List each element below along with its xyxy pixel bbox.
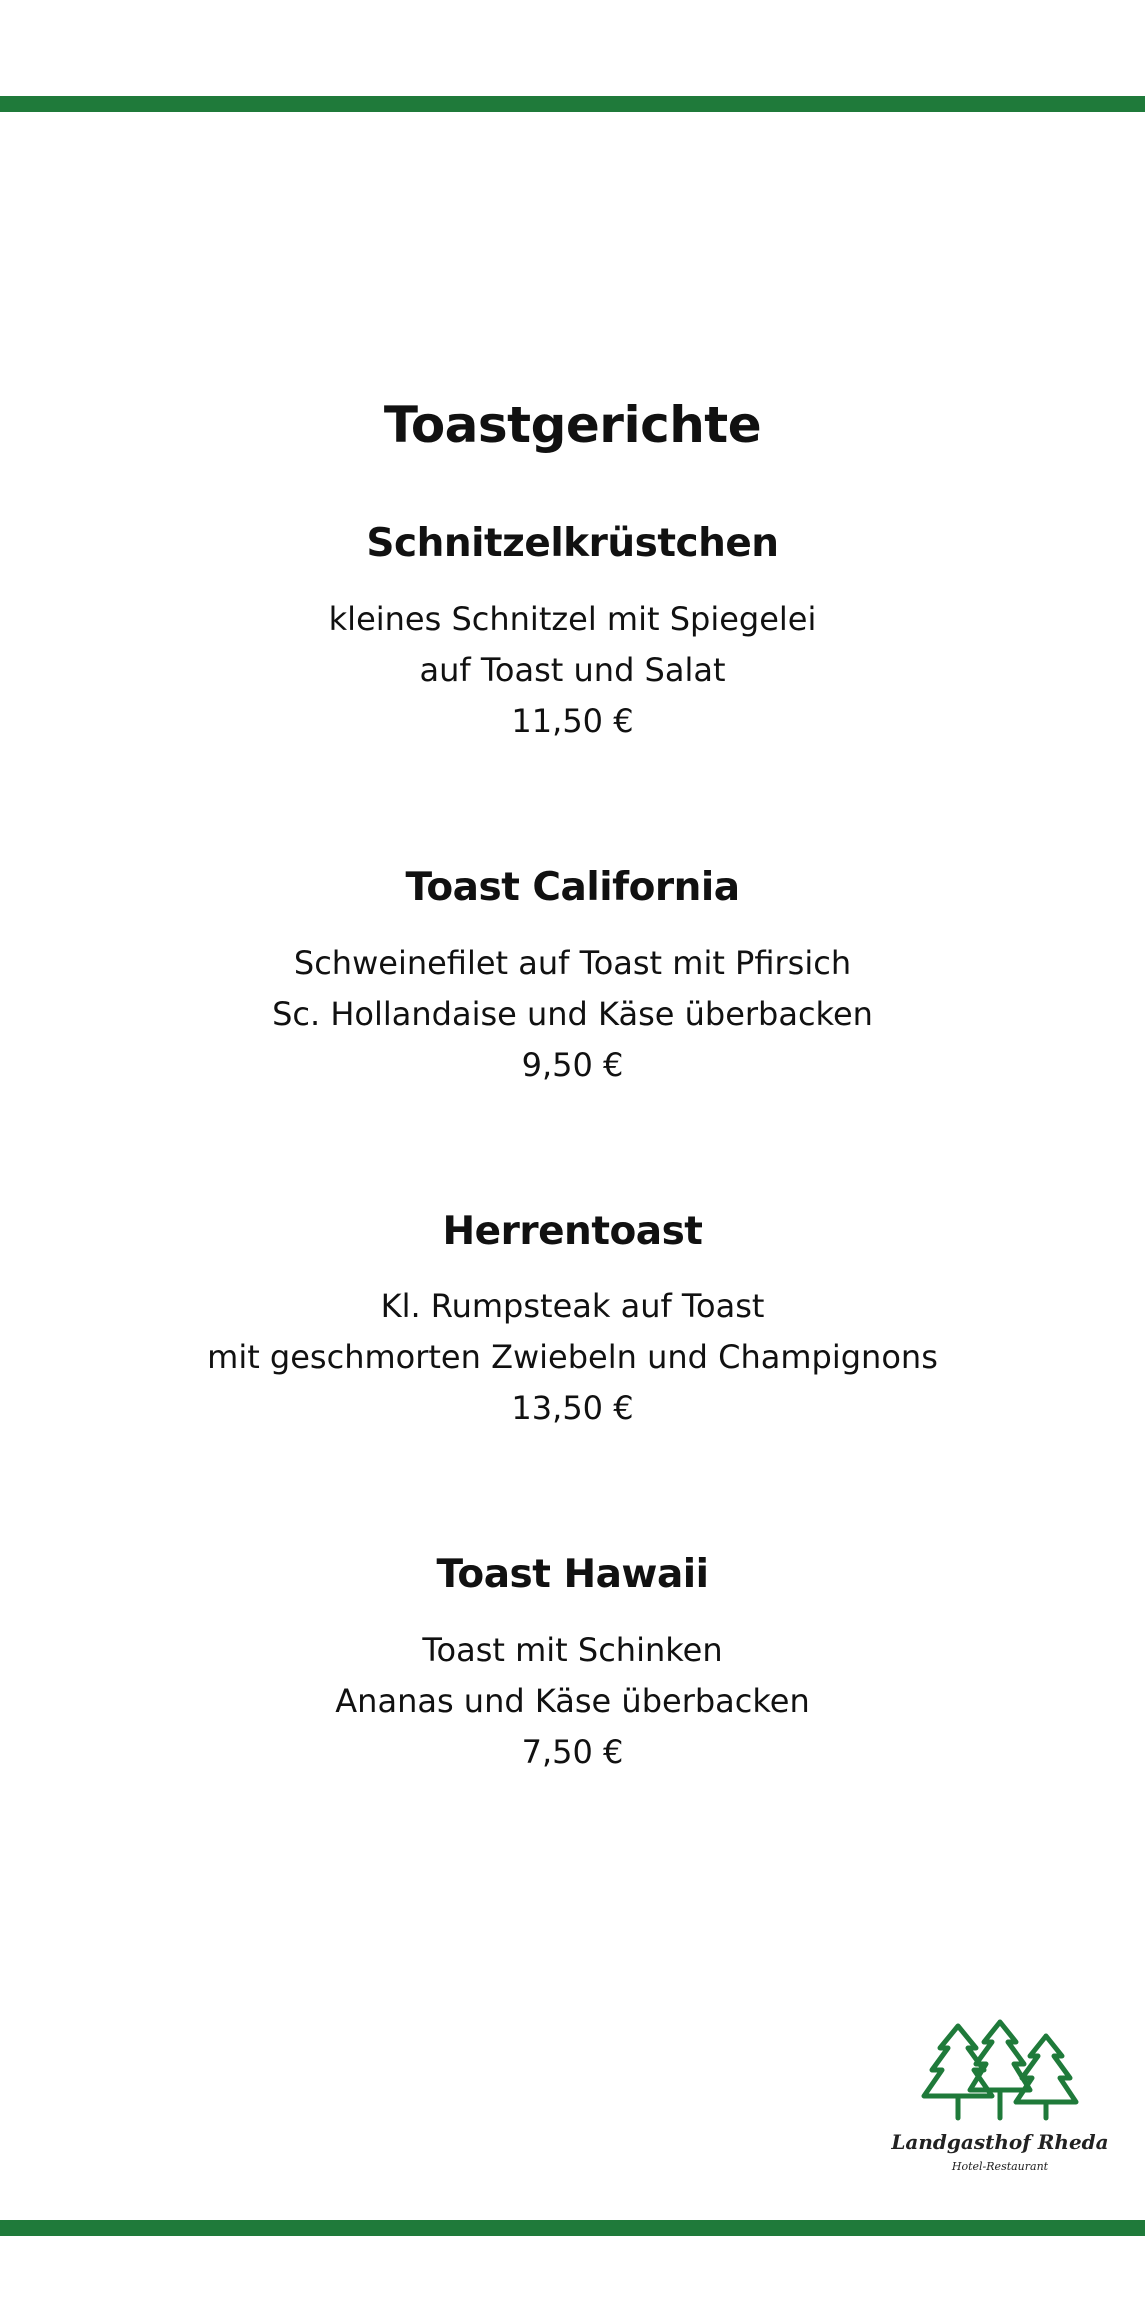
dish-description-line: kleines Schnitzel mit Spiegelei (328, 599, 817, 638)
dish-item (0, 521, 1145, 747)
dish-description-line: mit geschmorten Zwiebeln und Champignons (207, 1338, 938, 1377)
dish-price: 9,50 € (521, 1045, 624, 1084)
bottom-divider (0, 2220, 1145, 2236)
dish-description-line: auf Toast und Salat (419, 650, 726, 689)
dish-name: Herrentoast (442, 1208, 703, 1254)
dish-description-line: Kl. Rumpsteak auf Toast (380, 1287, 765, 1326)
page-title: Toastgerichte (383, 396, 762, 454)
dish-item (0, 1552, 1145, 1778)
pine-trees-icon (918, 2018, 1088, 2126)
menu-page (0, 395, 1145, 1896)
dish-description-line: Toast mit Schinken (422, 1631, 723, 1670)
top-divider (0, 96, 1145, 112)
dish-name: Schnitzelkrüstchen (366, 521, 779, 566)
dish-price: 7,50 € (521, 1733, 624, 1772)
logo-subtitle: Hotel-Restaurant (951, 2160, 1049, 2173)
restaurant-logo (880, 2018, 1120, 2188)
dish-name: Toast Hawaii (436, 1552, 709, 1598)
dish-name: Toast California (405, 864, 740, 910)
dish-price: 13,50 € (511, 1389, 634, 1428)
dish-description-line: Sc. Hollandaise und Käse überbacken (272, 994, 873, 1033)
logo-name: Landgasthof Rheda (891, 2130, 1109, 2154)
dish-description-line: Ananas und Käse überbacken (335, 1682, 810, 1721)
dish-price: 11,50 € (511, 701, 634, 740)
dish-item (0, 865, 1145, 1091)
dish-description-line: Schweinefilet auf Toast mit Pfirsich (293, 943, 852, 982)
dish-item (0, 1209, 1145, 1435)
